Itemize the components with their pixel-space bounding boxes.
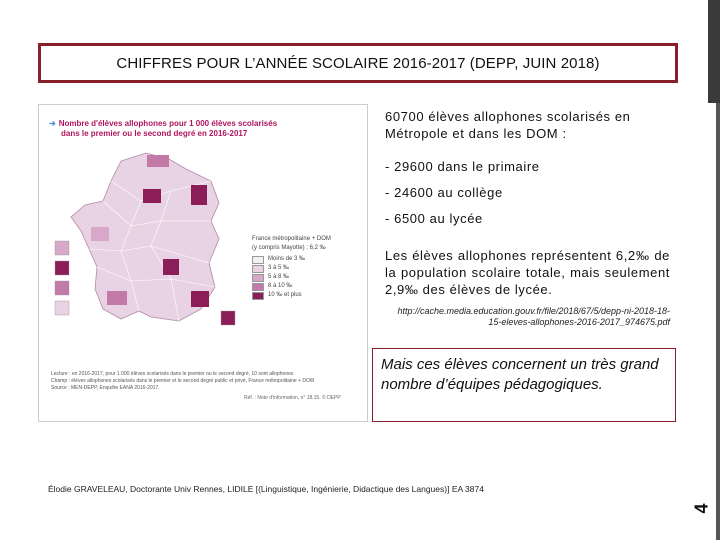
legend-title-line1: France métropolitaine + DOM: [252, 236, 331, 242]
callout-text: Mais ces élèves concernent un très grand nombre d’équipes pédagogiques.: [381, 356, 659, 393]
map-legend: [252, 235, 331, 300]
region-east: [191, 185, 207, 205]
region-southwest: [107, 291, 127, 305]
legend-row: 5 à 8 ‰: [252, 273, 331, 282]
arrow-icon: ➔: [49, 119, 56, 128]
source-link[interactable]: http://cache.media.education.gouv.fr/file/2018/67/5/depp-ni-2018-18-15-eleves-allophones-2016-2017_974675.pdf: [397, 306, 670, 327]
callout-box: [372, 348, 676, 422]
region-centre: [163, 259, 179, 275]
france-map: [51, 141, 251, 341]
note-champ: Champ : élèves allophones scolarisés dans le premier et le second degré public et privé, France métropolitaine + DOM: [51, 378, 315, 384]
text-column: [385, 108, 670, 328]
region-north: [147, 155, 169, 167]
note-source: Source : MEN-DEPP, Enquête EANA 2016-2017.: [51, 385, 160, 391]
footer-credit: Élodie GRAVELEAU, Doctorante Univ Rennes, LIDILE [(Linguistique, Ingénierie, Didactique des Langues)] EA 3874: [48, 484, 484, 494]
bullet-college: - 24600 au collège: [385, 185, 503, 200]
page-number: 4: [691, 503, 712, 514]
corner-bar: [708, 0, 720, 103]
intro-text: 60700 élèves allophones scolarisés en Métropole et dans les DOM :: [385, 109, 631, 141]
region-west: [91, 227, 109, 241]
legend-row: 3 à 5 ‰: [252, 264, 331, 273]
side-edge: [716, 103, 720, 540]
map-figure: [38, 104, 368, 422]
map-heading-line1: Nombre d'élèves allophones pour 1 000 élèves scolarisés: [58, 119, 278, 128]
region-southeast: [191, 291, 209, 307]
map-credit: Réf. : Note d'information, n° 18.15. © DEPP: [244, 395, 341, 401]
bullet-primaire: - 29600 dans le primaire: [385, 159, 540, 174]
legend-row: Moins de 3 ‰: [252, 255, 331, 264]
slide-title: CHIFFRES POUR L’ANNÉE SCOLAIRE 2016-2017 (DEPP, JUIN 2018): [116, 54, 600, 72]
legend-title-line2: (y compris Mayotte) : 6,2 ‰: [252, 245, 326, 251]
map-notes: [51, 371, 351, 392]
legend-row: 10 ‰ et plus: [252, 291, 331, 300]
region-paris: [143, 189, 161, 203]
legend-row: 8 à 10 ‰: [252, 282, 331, 291]
slide-title-box: [38, 43, 678, 83]
note-lecture: Lecture : en 2016-2017, pour 1 000 élèves scolarisés dans le premier ou le second degré, 10 sont allophones: [51, 371, 294, 377]
map-heading-line2: dans le premier ou le second degré en 2016-2017: [61, 129, 248, 138]
bullet-lycee: - 6500 au lycée: [385, 211, 483, 226]
summary-text: Les élèves allophones représentent 6,2‰ de la population scolaire totale, mais seulement 2,9‰ des élèves de lycée.: [385, 248, 670, 297]
map-heading: [49, 119, 277, 139]
